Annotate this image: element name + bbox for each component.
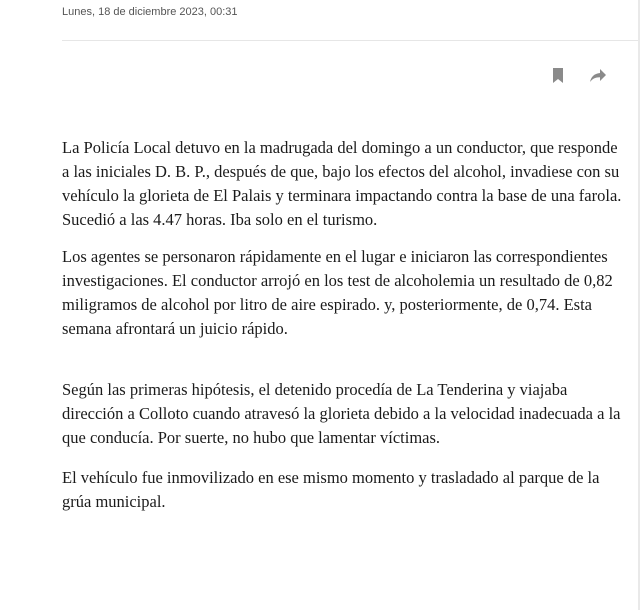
article-actions: [548, 66, 608, 84]
share-icon[interactable]: [588, 66, 608, 84]
article-paragraph: El vehículo fue inmovilizado en ese mismo momento y trasladado al parque de la grúa municipal.: [62, 468, 600, 511]
article-paragraph: Según las primeras hipótesis, el detenido procedía de La Tenderina y viajaba dirección a Colloto cuando atravesó la glorieta debido a la velocidad inadecuada a la que conducía. Por suerte, no hubo que lamentar víctimas.: [62, 380, 621, 447]
publish-timestamp: Lunes, 18 de diciembre 2023, 00:31: [62, 6, 238, 18]
header-divider: [62, 40, 640, 41]
bookmark-icon[interactable]: [548, 66, 568, 84]
article-paragraph: La Policía Local detuvo en la madrugada del domingo a un conductor, que responde a las iniciales D. B. P., después de que, bajo los efectos del alcohol, invadiese con su vehículo la glorieta de El Palais y terminara impactando contra la base de una farola. Sucedió a las 4.47 horas. Iba solo en el turismo.: [62, 138, 622, 229]
article-body: [62, 136, 622, 514]
article-paragraph: Los agentes se personaron rápidamente en el lugar e iniciaron las correspondientes investigaciones. El conductor arrojó en los test de alcoholemia un resultado de 0,82 miligramos de alcohol por litro de aire espirado. y, posteriormente, de 0,74. Esta semana afrontará un juicio rápido.: [62, 247, 613, 338]
